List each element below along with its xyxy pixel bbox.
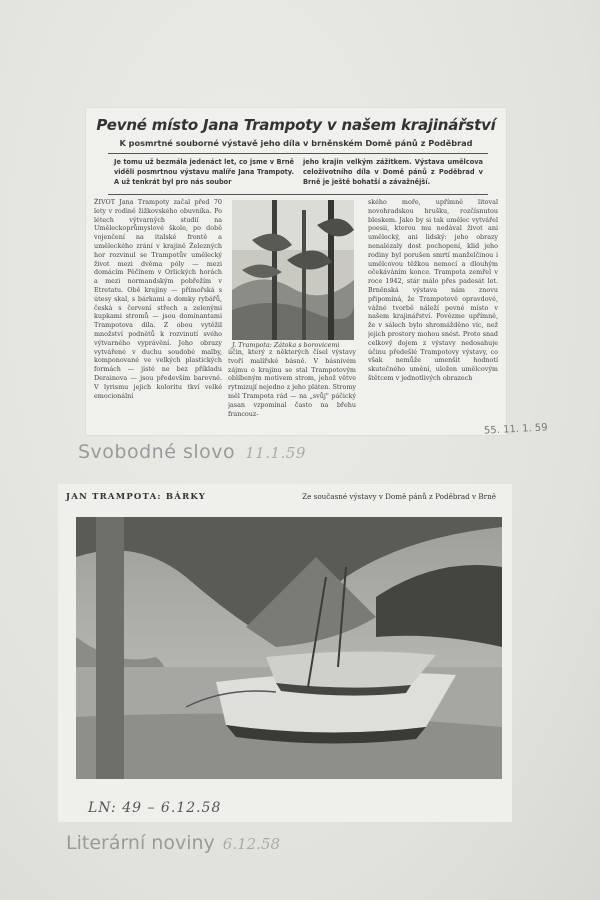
newspaper-clipping-article (86, 108, 506, 435)
painting-subheading: Ze současné výstavy v Domě pánů z Poděbrad v Brně (302, 492, 496, 501)
painting-heading: JAN TRAMPOTA: BÁRKY (66, 492, 206, 502)
article-column-1: ŽIVOT Jana Trampoty začal před 70 lety v rodině žižkovského obuvníka. Po létech výtvarných studií na Uměleckoprůmyslové škole, po době vojenčení na italské frontě a uměleckého zrání v krajině Železných hor rozvinul se Trampotův umělecký život mezi dvěma póly — mezi domácím Pěčínem v Orlických horách a mezi normandským pobřežím v Etretatu. Obě krajiny — přímořská s útesy skal, s bárkami a domky rybářů, česká s červení střech a zelenými kupkami stromů — jsou dominantami Trampotova díla. Z obou vytěžil množství podnětů k rozvinutí svého výtvarného vyprávění. Jeho obrazy vytvářené v duchu soudobé malby, komponované ve velkých plastických formách — jisté ne bez příkladu Derainova — jsou především barevné. V lyrismu jejich koloritu tkví velké emocionální (94, 198, 222, 400)
article-column-3: ského moře, upřímně litoval novohradskou hrušku, rozčísnutou bleskem. Jako by si tak umělec vytvářel poesii, kterou mu nedával život ani umělecký, ani lidský: jeho obrazy nenalézaly dost pochopení, klid jeho rodiny byl porušen smrtí manželčinou i umělcovou těžkou nemocí a dlouhým očekáváním konce. Trampota zemřel v roce 1942, stár málo přes padesát let. Brněnská výstava nám znovu připomíná, že Trampotově opravdové, vážné tvorbě náleží pevné místo v našem krajinářství. Povězme upřímně, že v sálech bylo shromážděno víc, než jejich prostory mohou snést. Proto snad celkový dojem z výstavy nedosahuje účinu předešlé Trampotovy výstavy, co však nemůže umenšit hodnotí skutečného umění, uložen umělcovým štětcem v jednotlivých obrazech (368, 198, 498, 382)
source-name: Svobodné slovo (78, 441, 236, 463)
barky-painting-photo (76, 517, 502, 779)
source-stamp-literarni-noviny (66, 832, 280, 854)
source-date: 11.1.59 (245, 444, 306, 462)
photo-caption: J. Trampota: Zátoka s borovicemi (232, 341, 340, 349)
article-lead-right: jeho krajin velkým zážitkem. Výstava umělcova celoživotního díla v Domě pánů z Poděbrad v Brně je ještě bohatší a závažnější. (303, 158, 483, 186)
article-subtitle: K posmrtné souborné výstavě jeho díla v brněnském Domě pánů z Poděbrad (119, 138, 473, 148)
source-name: Literární noviny (66, 832, 215, 854)
article-lead-left: Je tomu už bezmála jedenáct let, co jsme v Brně viděli posmrtnou výstavu malíře Jana Trampoty. A už tenkrát byl pro nás soubor (114, 158, 294, 186)
article-title: Pevné místo Jana Trampoty v našem krajinářství (96, 116, 496, 134)
source-stamp-svobodne-slovo (78, 441, 306, 463)
pine-cove-painting-photo (232, 200, 354, 340)
handwritten-note: LN: 49 – 6.12.58 (88, 800, 222, 816)
handwritten-date-stamp: 55. 11. 1. 59 (483, 422, 548, 437)
article-lead-box (108, 153, 488, 195)
source-date: 6.12.58 (222, 835, 281, 853)
article-column-2: účin, který z některých čísel výstavy tvoří malířské básně. V básnivém zájmu o krajinu se stal Trampotovým oblíbeným motivem strom, jehož větve rytmizují nejedno z jeho pláten. Stromy měl Trampota rád — na „svůj" páčický jasan vzpomínal často na břehu francouz- (228, 348, 356, 418)
newspaper-clipping-painting (58, 484, 512, 822)
